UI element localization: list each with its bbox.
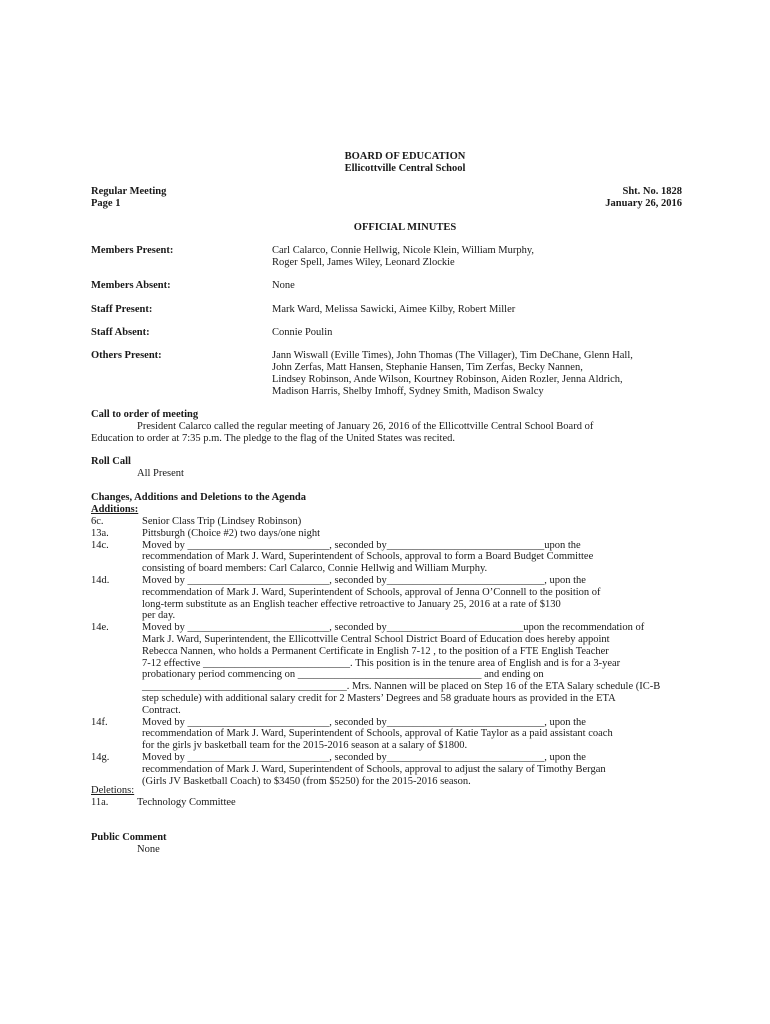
agenda-item-line: recommendation of Mark J. Ward, Superintendent of Schools, approval to form a Board Budget Committee [142,551,594,563]
agenda-item-line: (Girls JV Basketball Coach) to $3450 (from $5250) for the 2015-2016 season. [142,775,471,787]
others-present-line: John Zerfas, Matt Hansen, Stephanie Hansen, Tim Zerfas, Becky Nannen, [272,362,583,373]
doc-title: OFFICIAL MINUTES [353,222,457,233]
agenda-item-line: _______________________________________. Mrs. Nannen will be placed on Step 16 of the ETA Salary schedule (IC-B [142,681,661,693]
agenda-item-line: Moved by ___________________________, seconded by______________________________, upon the [142,575,586,586]
staff-absent-label: Staff Absent: [91,327,150,338]
staff-present-label: Staff Present: [91,304,153,315]
deletions-label: Deletions: [91,785,135,796]
members-present-line: Carl Calarco, Connie Hellwig, Nicole Klein, William Murphy, [272,245,535,256]
agenda-item-number: 14f. [91,716,108,728]
members-absent-value: None [272,280,295,291]
agenda-heading: Changes, Additions and Deletions to the Agenda [91,492,306,503]
deletion-text: Technology Committee [137,797,236,808]
roll-call-heading: Roll Call [91,456,131,467]
members-present-label: Members Present: [91,245,174,256]
agenda-item-number: 14c. [91,539,109,551]
agenda-item-line: recommendation of Mark J. Ward, Superintendent of Schools, approval of Jenna O’Connell to the position of [142,586,601,598]
public-comment-text: None [137,844,160,855]
others-present-line: Madison Harris, Shelby Imhoff, Sydney Smith, Madison Swalcy [272,386,544,397]
sheet-number: Sht. No. 1828 [622,186,682,197]
agenda-item-number: 6c. [91,516,104,527]
others-present-line: Lindsey Robinson, Ande Wilson, Kourtney Robinson, Aiden Rozler, Jenna Aldrich, [272,374,623,385]
agenda-item-line: long-term substitute as an English teacher effective retroactive to January 25, 2016 at a rate of $130 [142,598,561,610]
school-name: Ellicottville Central School [344,163,466,174]
agenda-item-number: 14d. [91,575,110,586]
call-to-order-line: President Calarco called the regular meeting of January 26, 2016 of the Ellicottville Central School Board of [137,421,594,432]
public-comment-heading: Public Comment [91,832,167,843]
agenda-item-number: 14g. [91,752,110,763]
call-to-order-line: Education to order at 7:35 p.m. The pledge to the flag of the United States was recited. [91,433,455,444]
additions-label: Additions: [91,504,139,515]
meeting-type: Regular Meeting [91,186,167,197]
others-present-line: Jann Wiswall (Eville Times), John Thomas (The Villager), Tim DeChane, Glenn Hall, [272,350,633,361]
roll-call-text: All Present [137,468,184,479]
agenda-item-line: Contract. [142,704,181,716]
staff-present-value: Mark Ward, Melissa Sawicki, Aimee Kilby, Robert Miller [272,304,516,315]
agenda-item-line: Moved by ___________________________, seconded by______________________________, upon the [142,752,586,763]
agenda-item-number: 14e. [91,622,109,634]
agenda-item-line: consisting of board members: Carl Calarco, Connie Hellwig and William Murphy. [142,563,488,575]
meeting-date: January 26, 2016 [605,198,682,209]
agenda-item-line: 7-12 effective ____________________________. This position is in the tenure area of English and is for a 3-year [142,657,621,669]
deletion-number: 11a. [91,797,109,808]
agenda-item-line: recommendation of Mark J. Ward, Superintendent of Schools, approval to adjust the salary of Timothy Bergan [142,763,606,775]
agenda-item-line: probationary period commencing on ___________________________________ and ending on [142,669,544,681]
agenda-item-line: step schedule) with additional salary credit for 2 Masters’ Degrees and 58 graduate hours as provided in the ETA [142,693,616,704]
others-present-label: Others Present: [91,350,162,361]
call-to-order-heading: Call to order of meeting [91,409,199,420]
agenda-item-line: Senior Class Trip (Lindsey Robinson) [142,516,302,527]
board-title: BOARD OF EDUCATION [344,151,466,162]
agenda-item-line: Moved by ___________________________, seconded by__________________________upon the recommendation of [142,622,645,634]
members-present-line: Roger Spell, James Wiley, Leonard Zlockie [272,257,455,268]
agenda-item-line: Pittsburgh (Choice #2) two days/one night [142,527,321,539]
agenda-item-line: Moved by ___________________________, seconded by______________________________, upon the [142,716,586,728]
agenda-item-number: 13a. [91,527,109,539]
agenda-item-line: recommendation of Mark J. Ward, Superintendent of Schools, approval of Katie Taylor as a paid assistant coach [142,728,613,740]
agenda-item-line: Rebecca Nannen, who holds a Permanent Certificate in English 7-12 , to the position of a FTE English Teacher [142,645,609,657]
agenda-item-line: for the girls jv basketball team for the 2015-2016 season at a salary of $1800. [142,740,468,752]
agenda-item-line: per day. [142,610,176,622]
page-number: Page 1 [91,198,121,209]
agenda-item-line: Moved by ___________________________, seconded by______________________________upon the [142,539,581,551]
staff-absent-value: Connie Poulin [272,327,333,338]
agenda-item-line: Mark J. Ward, Superintendent, the Ellicottville Central School District Board of Education does hereby appoint [142,634,610,645]
members-absent-label: Members Absent: [91,280,171,291]
